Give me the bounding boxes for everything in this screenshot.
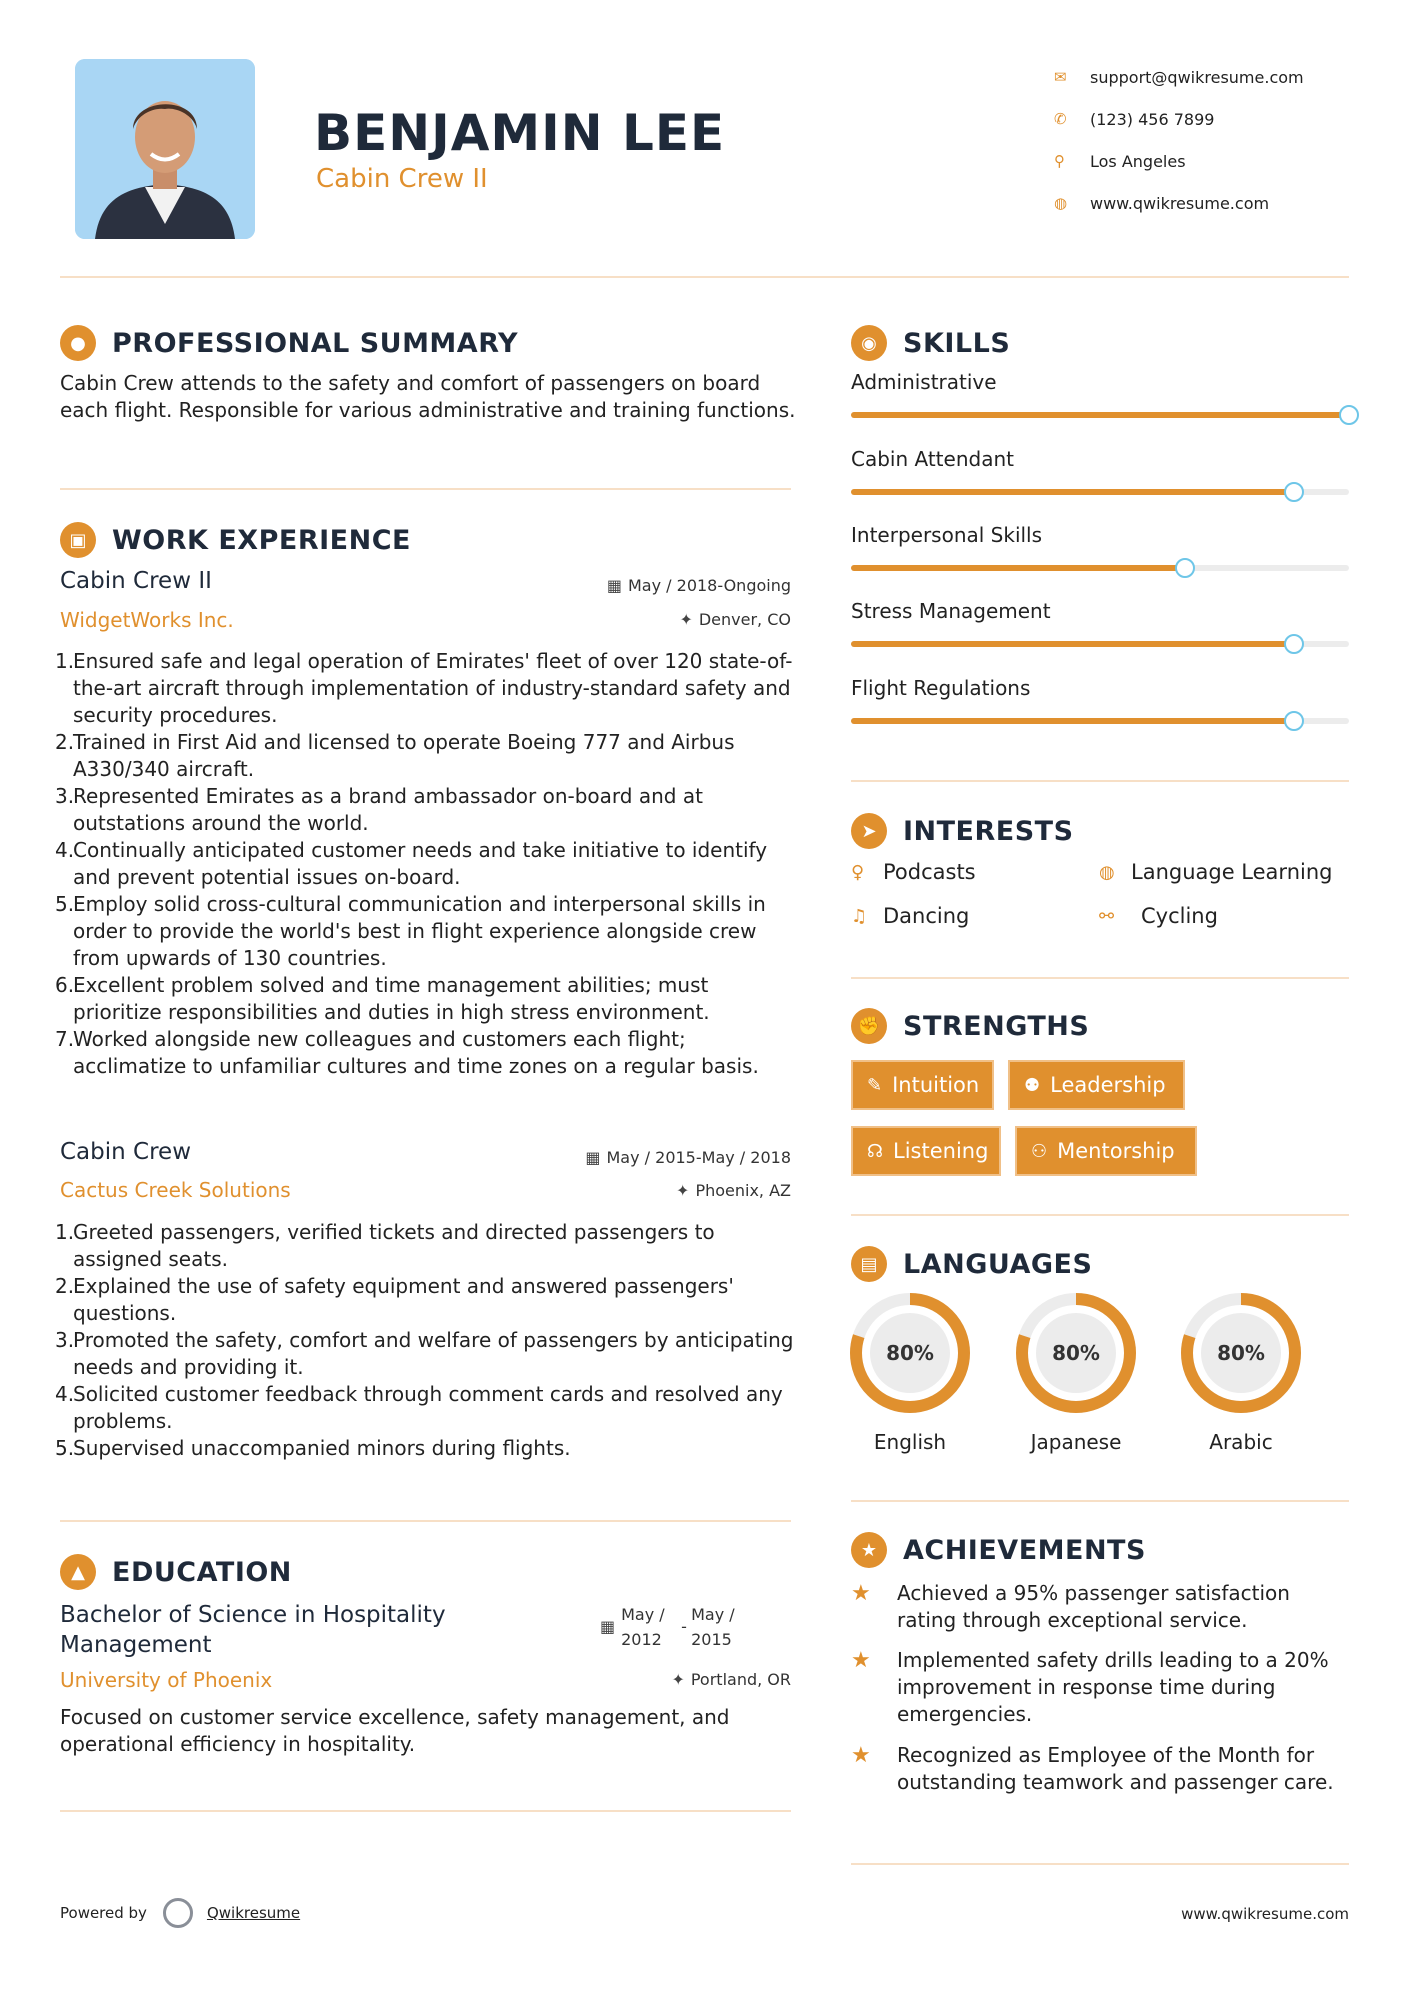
music-note-icon: ♫ [851,905,868,927]
language-card-icon: ▤ [851,1246,887,1282]
phone-icon: ✆ [1054,110,1067,128]
degree-title: Bachelor of Science in Hospitality Management [60,1602,446,1658]
strength-tag: ⚉ Leadership [1008,1060,1185,1110]
fist-icon: ✊ [851,1008,887,1044]
skill-bar-fill [851,718,1294,724]
skill-bar [851,718,1349,724]
language-name: English [873,1430,947,1454]
list-item: 1. Greeted passengers, verified tickets and directed passengers to assigned seats. [55,1220,715,1271]
skill-bar-knob [1175,558,1195,578]
globe-icon: ◍ [1054,194,1068,212]
envelope-icon: ✉ [1054,68,1067,86]
calendar-icon: ▦ [585,1148,601,1167]
map-pin-icon: ⚲ [1054,152,1065,170]
users-icon: ⚉ [1024,1074,1041,1096]
achievements-heading: ★ ACHIEVEMENTS [851,1532,1146,1568]
graduation-icon: ▲ [60,1554,96,1590]
pin-icon: ✦ [676,1181,690,1200]
achievements-divider [851,1863,1349,1865]
language-ring [1180,1292,1302,1414]
interest-item: ♀ Podcasts [851,860,976,884]
bicycle-icon: ⚯ [1099,905,1115,927]
globe-icon: ◍ [1099,861,1115,883]
strengths-heading: ✊ STRENGTHS [851,1008,1089,1044]
language-item [1180,1292,1302,1454]
interest-item: ♫ Dancing [851,904,970,928]
candidate-name: BENJAMIN LEE [314,104,726,162]
languages-divider [851,1500,1349,1502]
skill-bar-fill [851,641,1294,647]
work-divider [60,1520,791,1522]
pin-icon: ✦ [679,610,693,629]
achievement-item: ★ Recognized as Employee of the Month for outstanding teamwork and passenger care. [851,1743,1334,1794]
skill-item: Cabin Attendant [851,447,1349,495]
magic-wand-icon: ✎ [867,1074,883,1096]
skill-bar [851,412,1349,418]
suitcase-icon: ▣ [60,522,96,558]
language-name: Arabic [1209,1430,1273,1454]
calendar-icon: ▦ [600,1617,616,1636]
microphone-icon: ♀ [851,861,865,883]
list-item: 5. Supervised unaccompanied minors during flights. [55,1436,571,1460]
list-item: 3. Represented Emirates as a brand ambassador on-board and at outstations around the world. [55,784,703,835]
footer-powered-by: Powered by Qwikresume [60,1898,300,1928]
education-heading: ▲ EDUCATION [60,1554,292,1590]
header-divider [60,276,1349,278]
headphones-icon: ☊ [867,1140,883,1162]
contact-website[interactable]: ◍ www.qwikresume.com [1054,193,1270,213]
skill-bar-knob [1284,634,1304,654]
skill-bar [851,565,1349,571]
strength-tag: ☊ Listening [851,1126,1001,1176]
interests-heading: ➤ INTERESTS [851,813,1074,849]
list-item: 6. Excellent problem solved and time management abilities; must prioritize responsibilities and duties in high stress environment. [55,973,710,1024]
skills-divider [851,780,1349,782]
contact-block [1054,56,1354,224]
education-location: ✦ Portland, OR [671,1670,791,1689]
achievement-item: ★ Achieved a 95% passenger satisfaction rating through exceptional service. [851,1581,1290,1632]
list-item: 4. Solicited customer feedback through comment cards and resolved any problems. [55,1382,783,1433]
list-item: 4. Continually anticipated customer needs and take initiative to identify and prevent potential issues on-board. [55,838,768,889]
list-item: 5. Employ solid cross-cultural communication and interpersonal skills in order to provide the world's best in flight experience alongside crew from upwards of 130 countries. [55,892,766,970]
skill-item: Flight Regulations [851,676,1349,724]
job-duties-list [55,648,800,1080]
candidate-role: Cabin Crew II [316,164,488,194]
summary-heading: ● PROFESSIONAL SUMMARY [60,325,518,361]
interest-item: ◍ Language Learning [1099,860,1333,884]
skill-item: Administrative [851,370,1349,418]
language-percent: 80% [1217,1341,1265,1365]
education-date: ▦ May / 2012 - May / 2015 [600,1602,770,1652]
skill-bar-fill [851,412,1349,418]
job-location: ✦ Phoenix, AZ [676,1181,791,1200]
contact-location: ⚲ Los Angeles [1054,151,1186,171]
work-heading: ▣ WORK EXPERIENCE [60,522,411,558]
skill-bar-fill [851,565,1185,571]
job-location: ✦ Denver, CO [679,610,791,629]
job-company: WidgetWorks Inc. [60,608,234,632]
interest-item: ⚯ Cycling [1099,904,1218,928]
contact-email[interactable]: ✉ support@qwikresume.com [1054,67,1304,87]
calendar-icon: ▦ [606,576,622,595]
star-icon: ★ [851,1648,871,1673]
summary-text: Cabin Crew attends to the safety and comfort of passengers on board each flight. Responsible for various administrative and training functions. [60,371,796,422]
languages-heading: ▤ LANGUAGES [851,1246,1092,1282]
summary-divider [60,488,791,490]
qwikresume-logo-icon [163,1898,193,1928]
profile-photo [75,59,255,239]
star-badge-icon: ★ [851,1532,887,1568]
lightbulb-icon: ◉ [851,325,887,361]
job-title: Cabin Crew II [60,568,212,594]
skill-item: Stress Management [851,599,1349,647]
job-company: Cactus Creek Solutions [60,1178,291,1202]
list-item: 1. Ensured safe and legal operation of Emirates' fleet of over 120 state-of-the-art aircraft through implementation of industry-standard safety and security procedures. [55,649,793,727]
skill-bar-knob [1284,482,1304,502]
star-icon: ★ [851,1743,871,1768]
strengths-divider [851,1214,1349,1216]
list-item: 2. Trained in First Aid and licensed to operate Boeing 777 and Airbus A330/340 aircraft. [55,730,735,781]
achievement-item: ★ Implemented safety drills leading to a 20% improvement in response time during emergencies. [851,1648,1329,1726]
skill-bar [851,641,1349,647]
list-item: 3. Promoted the safety, comfort and welfare of passengers by anticipating needs and providing it. [55,1328,794,1379]
school-name: University of Phoenix [60,1668,273,1692]
list-item: 2. Explained the use of safety equipment and answered passengers' questions. [55,1274,734,1325]
language-percent: 80% [1052,1341,1100,1365]
job-title: Cabin Crew [60,1139,192,1165]
language-item [1015,1292,1137,1454]
skills-heading: ◉ SKILLS [851,325,1010,361]
star-icon: ★ [851,1581,871,1606]
language-name: Japanese [1030,1430,1122,1454]
user-icon: ● [60,325,96,361]
job-duties-list [55,1219,800,1462]
footer-brand-link[interactable]: Qwikresume [206,1904,301,1922]
strength-tag: ✎ Intuition [851,1060,994,1110]
list-item: 7. Worked alongside new colleagues and customers each flight; acclimatize to unfamiliar cultures and time zones on a regular basis. [55,1027,759,1078]
education-divider [60,1810,791,1812]
pin-icon: ✦ [671,1670,685,1689]
skill-bar-fill [851,489,1294,495]
footer-url-link[interactable]: www.qwikresume.com [1181,1905,1349,1923]
job-date: ▦ May / 2015-May / 2018 [585,1148,791,1167]
language-item [849,1292,971,1454]
job-date: ▦ May / 2018-Ongoing [606,576,791,595]
skill-bar-knob [1339,405,1359,425]
strength-tag: ⚇ Mentorship [1015,1126,1197,1176]
skill-bar [851,489,1349,495]
language-ring [849,1292,971,1414]
user-plus-icon: ⚇ [1031,1140,1048,1162]
skill-bar-knob [1284,711,1304,731]
education-text: Focused on customer service excellence, safety management, and operational efficiency in hospitality. [60,1705,730,1756]
language-percent: 80% [886,1341,934,1365]
paper-plane-icon: ➤ [851,813,887,849]
contact-phone[interactable]: ✆ (123) 456 7899 [1054,109,1215,129]
skill-item: Interpersonal Skills [851,523,1349,571]
language-ring [1015,1292,1137,1414]
interests-divider [851,977,1349,979]
